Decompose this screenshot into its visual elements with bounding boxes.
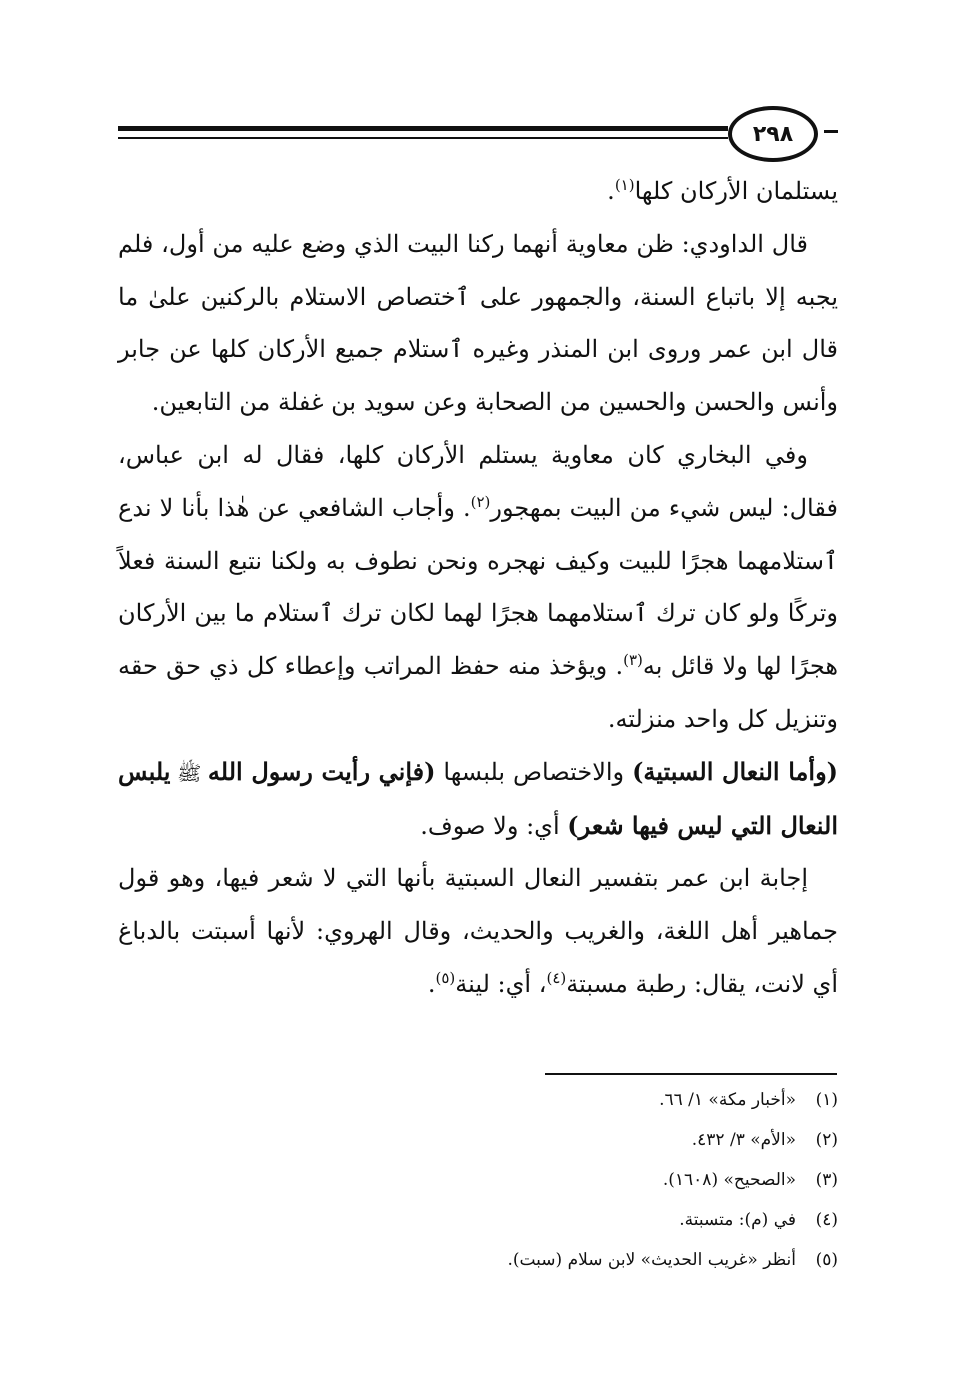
footnote (118, 1200, 838, 1240)
footnote (118, 1160, 838, 1200)
paragraph: وفي البخاري كان معاوية يستلم الأركان كلها، فقال له ابن عباس، فقال: ليس شيء من البيت بمهجور$^{(٢)}$. وأجاب الشافعي عن هٰذا بأنا لا ندع ٱستلامهما هجرًا للبيت وكيف نهجره ونحن نطوف به ولكنا نتبع السنة فعلاً وتركًا ولو كان ترك ٱستلامهما هجرًا لهما لكان ترك ٱستلام ما بين الأركان هجرًا لها ولا قائل به$^{(٣)}$. ويؤخذ منه حفظ المراتب وإعطاء كل ذي حق حقه وتنزيل كل واحد منزلته. (118, 440, 838, 733)
footnote-ref[interactable]: (٢) (470, 492, 491, 511)
paragraph: (وأما النعال السبتية) والاختصاص بلبسها (فإني رأيت رسول الله ﷺ يلبس النعال التي ليس فيها شعر) أي: ولا صوف. (118, 756, 839, 840)
footnote-text: «الصحيح» (١٦٠٨). (662, 1170, 796, 1190)
footnote-text: «الأم» ٣/ ٤٣٢. (691, 1130, 796, 1150)
sallallahu-alayhi-wasallam-glyph: ﷺ (170, 760, 208, 785)
page-header (118, 106, 838, 164)
header-rule-end (824, 130, 838, 133)
footnote (118, 1080, 838, 1120)
header-rule-thin (118, 137, 728, 139)
page-number: ٢٩٨ (728, 106, 818, 162)
footnote-separator (545, 1073, 837, 1075)
matn-text: يلبس النعال التي ليس فيها شعر) (118, 756, 838, 840)
footnote-text: في (م): متسبتة. (679, 1210, 796, 1230)
footnote-number: (٥) (815, 1250, 838, 1270)
footnote-text: «أخبار مكة» ١/ ٦٦. (659, 1090, 796, 1110)
footnote-text: أنظر «غريب الحديث» لابن سلام (سبت). (507, 1250, 796, 1270)
footnote-number: (٢) (815, 1130, 838, 1150)
matn-text: (فإني رأيت رسول الله (207, 756, 436, 786)
main-text (118, 165, 838, 1011)
header-rule-thick (118, 126, 728, 131)
footnote-ref[interactable]: (٥) (435, 968, 456, 987)
footnote-number: (١) (815, 1090, 838, 1110)
paragraph: إجابة ابن عمر بتفسير النعال السبتية بأنها التي لا شعر فيها، وهو قول جماهير أهل اللغة، والغريب والحديث، وقال الهروي: لأنها أسبتت بالدباغ أي لانت، يقال: رطبة مسبتة$^{(٤)}$، أي: لينة$^{(٥)}$. (118, 864, 838, 998)
paragraph: قال الداودي: ظن معاوية أنهما ركنا البيت الذي وضع عليه من أول، فلم يجبه إلا باتباع السنة، والجمهور على ٱختصاص الاستلام بالركنين علىٰ ما قال ابن عمر وروى ابن المنذر وغيره ٱستلام جميع الأركان كلها عن جابر وأنس والحسن والحسين من الصحابة وعن سويد بن غفلة من التابعين. (118, 229, 838, 417)
footnote-ref[interactable]: (١) (614, 176, 635, 194)
footnote-number: (٣) (815, 1170, 838, 1190)
matn-text: (وأما النعال السبتية) (632, 756, 839, 786)
footnote-ref[interactable]: (٣) (623, 651, 643, 670)
footnote (118, 1240, 838, 1280)
footnote (118, 1120, 838, 1160)
paragraph: يستلمان الأركان كلها$^{(١)}$. (607, 176, 838, 205)
footnotes (118, 1080, 838, 1280)
footnote-number: (٤) (815, 1210, 838, 1230)
footnote-ref[interactable]: (٤) (546, 968, 567, 987)
